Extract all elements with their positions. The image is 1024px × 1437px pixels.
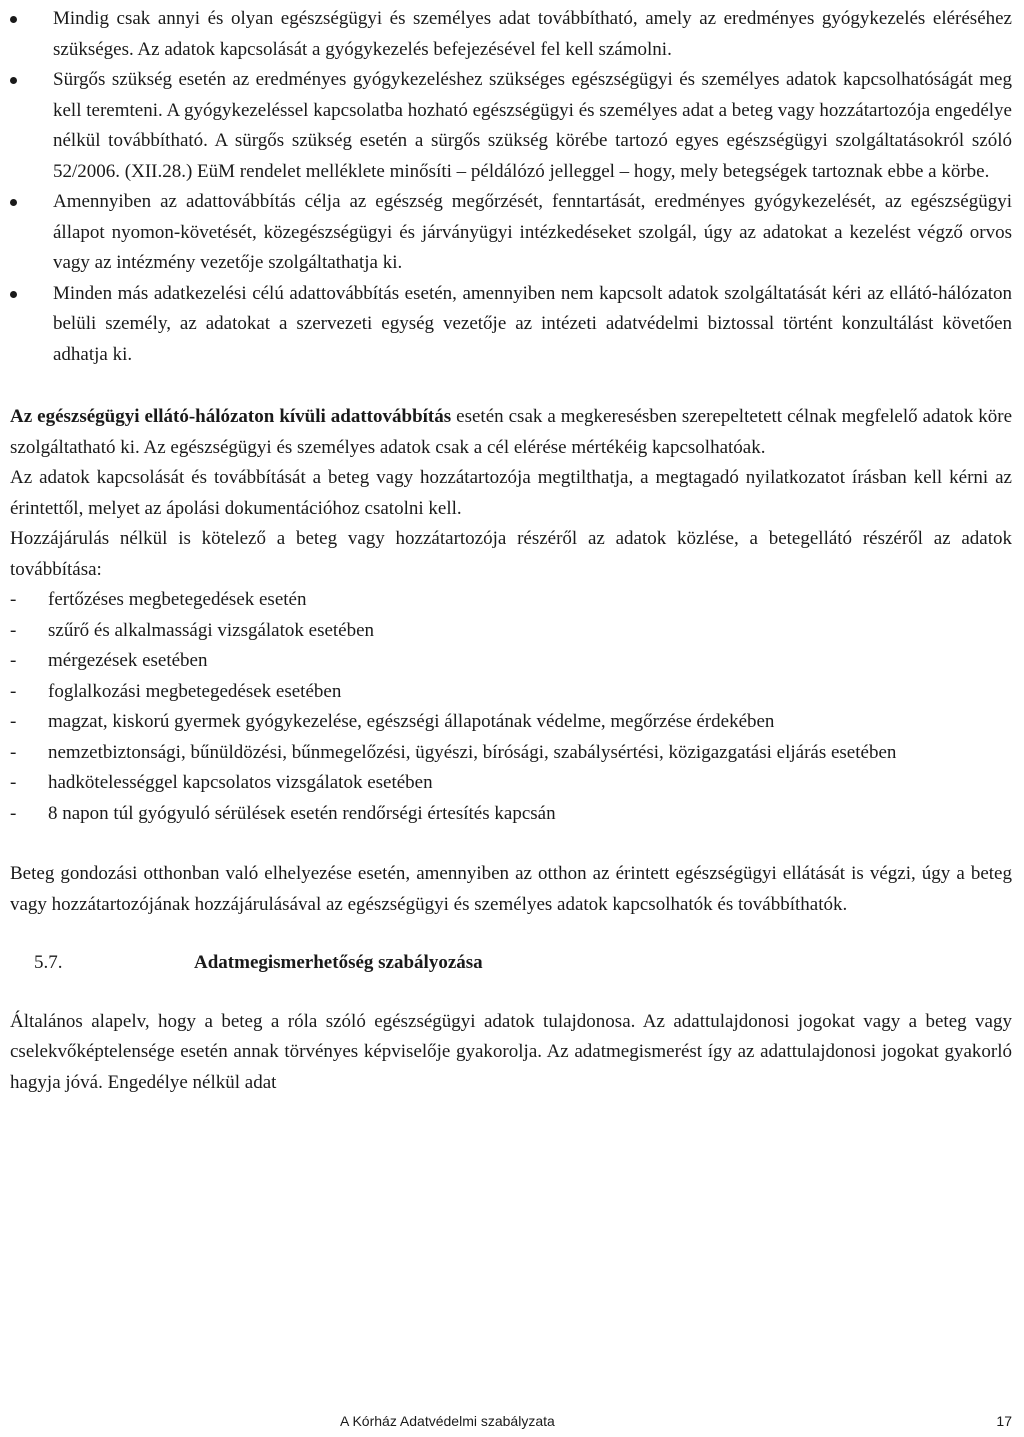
document-page — [10, 4, 1012, 1098]
bullet-icon — [10, 291, 17, 298]
bullet-text: Amennyiben az adattovábbítás célja az egészség megőrzését, fenntartását, eredményes gyógykezelését, az egészségügyi állapot nyomon-követését, közegészségügyi és járványügyi intézkedéseket szolgál, úgy az adatokat a kezelést végző orvos vagy az intézmény vezetője szolgáltathatja ki. — [53, 191, 1012, 273]
dash-marker: - — [10, 619, 17, 641]
list-item — [10, 799, 1012, 830]
dash-marker: - — [10, 589, 17, 610]
list-item-text: magzat, kiskorú gyermek gyógykezelése, egészségi állapotának védelme, megőrzése érdekében — [48, 711, 775, 732]
bullet-text: Sürgős szükség esetén az eredményes gyógykezeléshez szükséges egészségügyi és személyes adatok kapcsolhatóságát meg kell teremteni. A gyógykezeléssel kapcsolatba hozható egészségügyi és személyes adat a beteg vagy hozzátartozója engedélye nélkül továbbítható. A sürgős szükség esetén a sürgős szükség körébe tartozó egyes egészségügyi szolgáltatásokról szóló 52/2006. (XII.28.) EüM rendelet melléklete minősíti – példálózó jelleggel – hogy, mely betegségek tartoznak ebbe a körbe. — [53, 69, 1012, 182]
bullet-item — [10, 279, 1012, 371]
home-care-paragraph: Beteg gondozási otthonban való elhelyezése esetén, amennyiben az otthon az érintett egészségügyi ellátását is végzi, úgy a beteg vagy hozzátartozójának hozzájárulásával az egészségügyi és személyes adatok kapcsolhatók és továbbíthatók. — [10, 863, 1012, 915]
bullet-list — [10, 4, 1012, 370]
list-item-text: szűrő és alkalmassági vizsgálatok esetében — [48, 619, 375, 641]
refusal-paragraph: Az adatok kapcsolását és továbbítását a beteg vagy hozzátartozója megtilthatja, a megtagadó nyilatkozatot írásban kell kérni az érintettől, melyet az ápolási dokumentációhoz csatolni kell. — [10, 467, 1012, 519]
external-transfer-paragraph — [10, 402, 1012, 463]
external-transfer-lead: Az egészségügyi ellátó-hálózaton kívüli adattovábbítás — [10, 406, 452, 427]
bullet-icon — [10, 77, 17, 84]
section-number: 5.7. — [34, 952, 63, 973]
bullet-icon — [10, 16, 17, 23]
general-principle-paragraph: Általános alapelv, hogy a beteg a róla szóló egészségügyi adatok tulajdonosa. Az adattulajdonosi jogokat vagy a beteg vagy cselekvőképtelensége esetén annak törvényes képviselője gyakorolja. Az adatmegismerést így az adattulajdonosi jogokat gyakorló hagyja jóvá. Engedélye nélkül adat — [10, 1010, 1012, 1093]
list-item-text: 8 napon túl gyógyuló sérülések esetén rendőrségi értesítés kapcsán — [48, 802, 556, 824]
dash-marker: - — [10, 772, 17, 793]
list-item — [10, 646, 1012, 677]
dash-marker: - — [10, 802, 17, 824]
list-item — [10, 616, 1012, 647]
list-item-text: nemzetbiztonsági, bűnüldözési, bűnmegelőzési, ügyészi, bírósági, szabálysértési, közigazgatási eljárás esetében — [48, 741, 897, 763]
section-title: Adatmegismerhetőség szabályozása — [194, 952, 483, 973]
list-item — [10, 707, 1012, 738]
dash-marker: - — [10, 711, 17, 732]
list-item-text: foglalkozási megbetegedések esetében — [48, 680, 342, 702]
list-item — [10, 585, 1012, 616]
section-heading — [10, 948, 1012, 979]
dash-marker: - — [10, 650, 17, 671]
list-item-text: hadkötelességgel kapcsolatos vizsgálatok esetében — [48, 772, 433, 793]
bullet-item — [10, 65, 1012, 187]
list-item-text: mérgezések esetében — [48, 650, 208, 671]
bullet-item — [10, 4, 1012, 65]
footer-title: A Kórház Adatvédelmi szabályzata — [340, 1413, 555, 1429]
page-number: 17 — [996, 1413, 1012, 1429]
dash-marker: - — [10, 741, 17, 763]
mandatory-cases-list — [10, 585, 1012, 829]
bullet-icon — [10, 199, 17, 206]
list-item — [10, 768, 1012, 799]
mandatory-paragraph: Hozzájárulás nélkül is kötelező a beteg vagy hozzátartozója részéről az adatok közlése, a betegellátó részéről az adatok továbbítása: — [10, 528, 1012, 580]
bullet-text: Minden más adatkezelési célú adattovábbítás esetén, amennyiben nem kapcsolt adatok szolgáltatását kéri az ellátó-hálózaton belüli személy, az adatokat a szervezeti egység vezetője az intézeti adatvédelmi biztossal történt konzultálást követően adhatja ki. — [53, 282, 1012, 365]
list-item-text: fertőzéses megbetegedések esetén — [48, 589, 307, 610]
bullet-item — [10, 187, 1012, 279]
external-transfer-text: esetén csak a megkeresésben szerepeltetett célnak megfelelő adatok köre szolgáltatható ki. Az egészségügyi és személyes adatok csak a cél elérése mértékéig kapcsolhatóak. — [10, 406, 1012, 458]
list-item — [10, 677, 1012, 708]
dash-marker: - — [10, 680, 17, 702]
bullet-text: Mindig csak annyi és olyan egészségügyi és személyes adat továbbítható, amely az eredményes gyógykezelés eléréséhez szükséges. Az adatok kapcsolását a gyógykezelés befejezésével fel kell számolni. — [53, 8, 1012, 60]
list-item — [10, 738, 1012, 769]
